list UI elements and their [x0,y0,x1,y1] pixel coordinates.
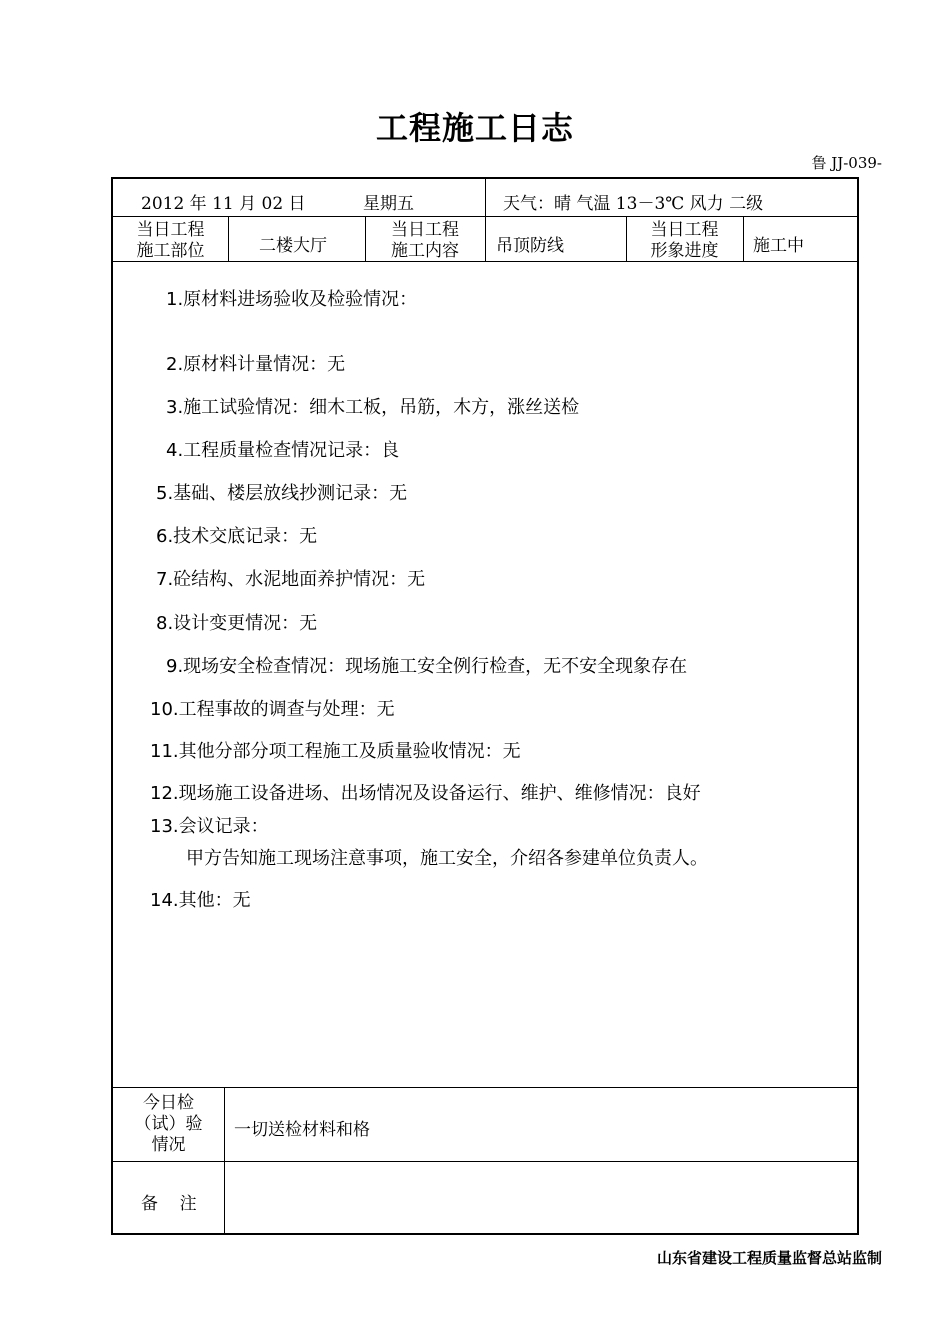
issuer-footer: 山东省建设工程质量监督总站监制 [656,1249,882,1267]
log-item: 10.工程事故的调查与处理：无 [150,699,395,720]
inspection-value: 一切送检材料和格 [234,1120,370,1140]
progress-label [626,220,743,262]
log-item: 8.设计变更情况：无 [156,613,318,634]
log-item: 14.其他：无 [150,890,251,911]
log-item: 1.原材料进场验收及检验情况： [166,289,418,310]
content-label [365,220,485,262]
divider [228,216,229,261]
divider [113,1161,857,1162]
form-code: 鲁 JJ-039- [811,154,882,172]
location-label [113,220,228,262]
remarks-label: 备 注 [141,1194,197,1214]
progress-label-line-2: 形象进度 [650,241,719,261]
content-label-line-1: 当日工程 [391,220,459,240]
inspection-label-line-1: 今日检 [143,1093,194,1113]
log-item: 2.原材料计量情况：无 [166,354,346,375]
progress-value: 施工中 [753,236,804,256]
divider [113,261,857,262]
log-item: 9.现场安全检查情况：现场施工安全例行检查，无不安全现象存在 [166,656,688,677]
content-label-line-2: 施工内容 [391,241,459,261]
weekday-field: 星期五 [363,194,414,214]
log-item: 7.砼结构、水泥地面养护情况：无 [156,569,426,590]
meeting-note: 甲方告知施工现场注意事项，施工安全，介绍各参建单位负责人。 [186,848,708,869]
document-title: 工程施工日志 [375,109,574,147]
divider [485,179,486,216]
weather-field: 天气：晴 气温 13－3℃ 风力 二级 [503,194,764,214]
log-item: 4.工程质量检查情况记录：良 [166,440,400,461]
progress-label-line-1: 当日工程 [650,220,719,240]
divider [485,216,486,261]
log-item: 5.基础、楼层放线抄测记录：无 [156,483,408,504]
location-value: 二楼大厅 [259,236,327,256]
log-form-table [111,177,859,1235]
log-item: 13.会议记录： [150,816,269,837]
inspection-label-line-2: （试）验 [134,1114,203,1134]
content-value: 吊顶防线 [496,236,564,256]
inspection-label-line-3: 情况 [151,1135,186,1155]
inspection-label [113,1093,224,1156]
log-item: 3.施工试验情况：细木工板，吊筋，木方，涨丝送检 [166,397,580,418]
location-label-line-1: 当日工程 [136,220,205,240]
divider [743,216,744,261]
log-item: 6.技术交底记录：无 [156,526,318,547]
location-label-line-2: 施工部位 [136,241,205,261]
log-item: 12.现场施工设备进场、出场情况及设备运行、维护、维修情况：良好 [150,783,701,804]
log-item: 11.其他分部分项工程施工及质量验收情况：无 [150,741,521,762]
date-field: 2012 年 11 月 02 日 [141,194,306,214]
divider [224,1087,225,1233]
